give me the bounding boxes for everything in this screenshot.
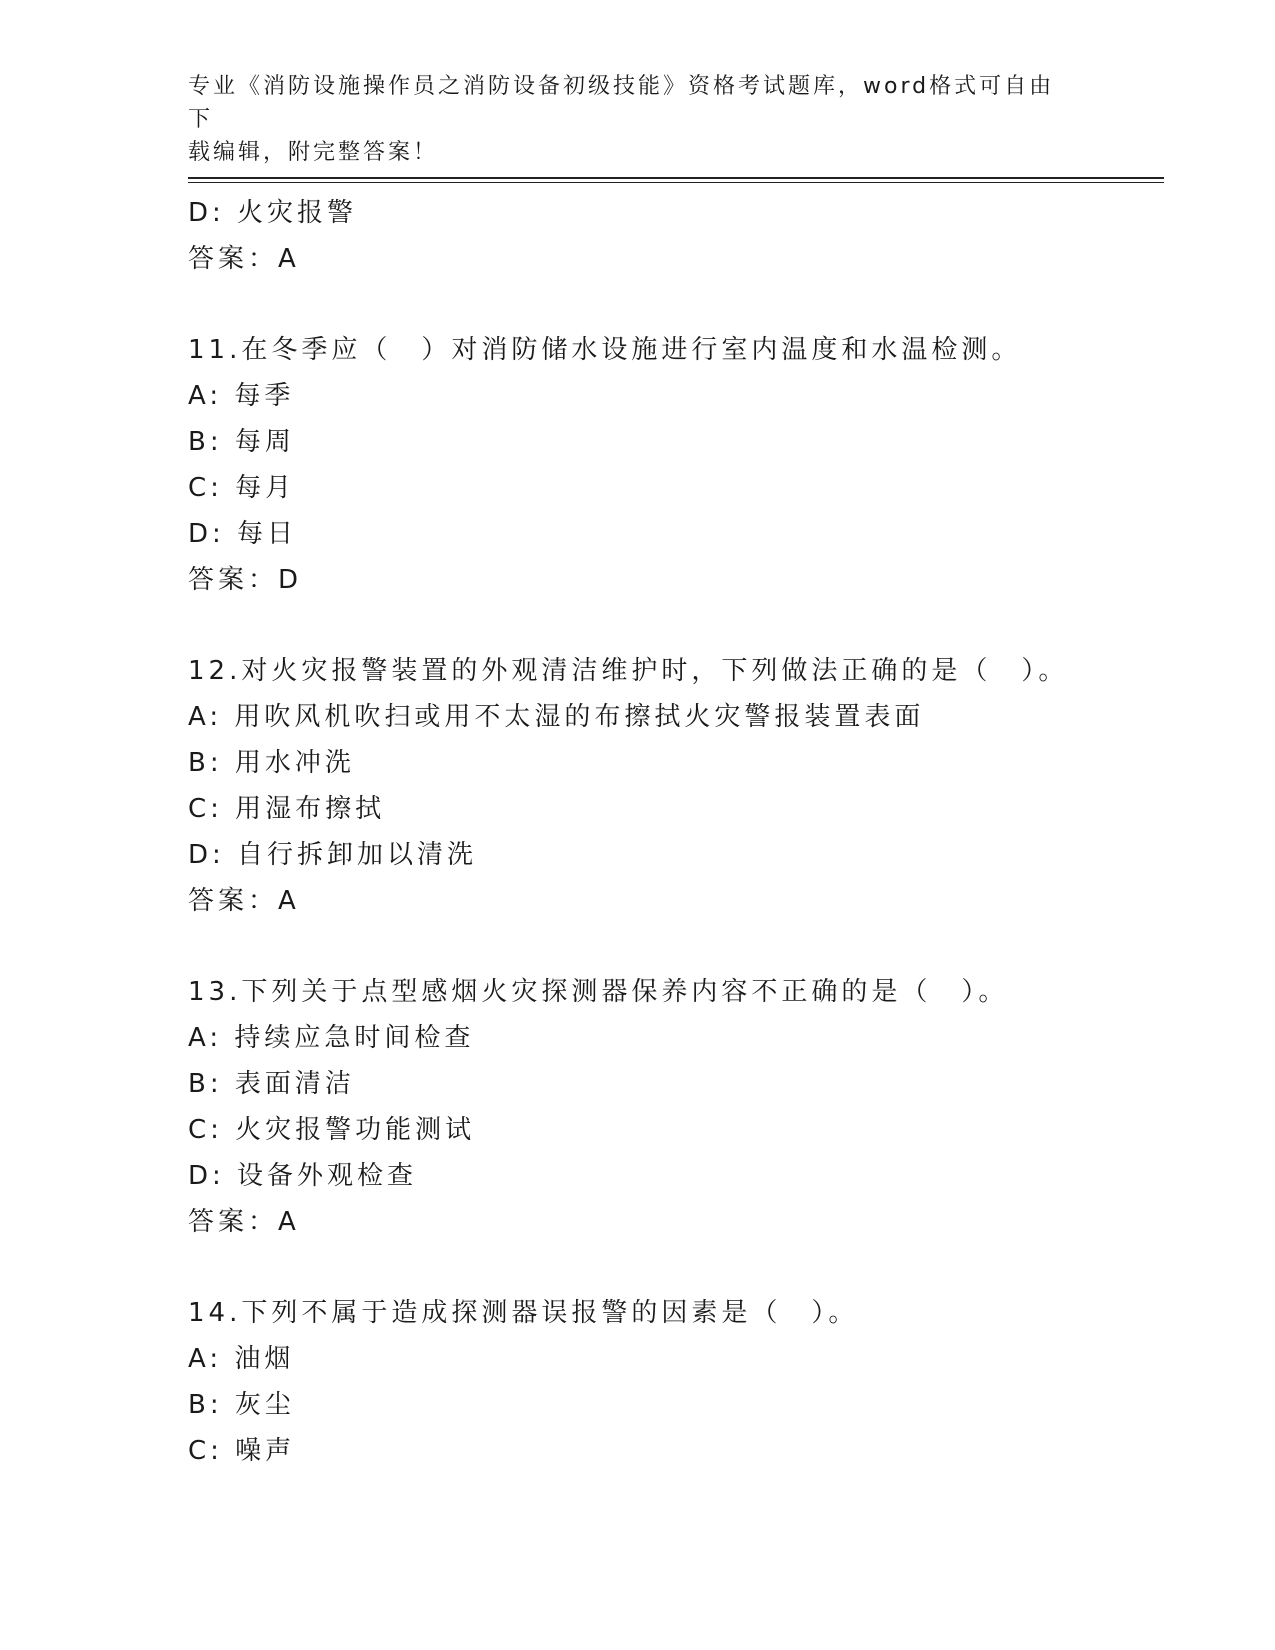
- carryover-block: [188, 190, 1168, 282]
- option-c: C: 用湿布擦拭: [188, 794, 386, 824]
- option-b: B: 每周: [188, 427, 295, 457]
- question-13: [188, 969, 1168, 1245]
- option-c: C: 每月: [188, 473, 296, 503]
- answer-line: 答案：A: [188, 244, 300, 274]
- question-stem: 13.下列关于点型感烟火灾探测器保养内容不正确的是（ ）。: [188, 977, 1009, 1007]
- option-a: A: 油烟: [188, 1344, 295, 1374]
- header-line-2: 载编辑，附完整答案！: [188, 140, 439, 165]
- header-divider-thick: [188, 177, 1164, 179]
- option-c: C: 火灾报警功能测试: [188, 1115, 476, 1145]
- option-b: B: 用水冲洗: [188, 748, 355, 778]
- answer-line: 答案：A: [188, 1207, 300, 1237]
- question-list: [188, 190, 1168, 1474]
- answer-line: 答案：D: [188, 565, 303, 595]
- answer-line: 答案：A: [188, 886, 300, 916]
- option-d: D: 每日: [188, 519, 298, 549]
- header-divider-thin: [188, 182, 1164, 183]
- option-d: D: 自行拆卸加以清洗: [188, 840, 478, 870]
- header-line-1: 专业《消防设施操作员之消防设备初级技能》资格考试题库，word格式可自由下: [188, 74, 1055, 132]
- option-d: D: 火灾报警: [188, 198, 358, 228]
- option-a: A: 用吹风机吹扫或用不太湿的布擦拭火灾警报装置表面: [188, 702, 925, 732]
- option-d: D: 设备外观检查: [188, 1161, 418, 1191]
- question-14: [188, 1290, 1168, 1474]
- question-12: [188, 648, 1168, 924]
- question-stem: 12.对火灾报警装置的外观清洁维护时，下列做法正确的是（ ）。: [188, 656, 1069, 686]
- option-a: A: 每季: [188, 381, 295, 411]
- question-11: [188, 327, 1168, 603]
- question-stem: 14.下列不属于造成探测器误报警的因素是（ ）。: [188, 1298, 859, 1328]
- option-a: A: 持续应急时间检查: [188, 1023, 475, 1053]
- document-header: [188, 70, 1068, 169]
- option-c: C: 噪声: [188, 1436, 296, 1466]
- option-b: B: 表面清洁: [188, 1069, 355, 1099]
- option-b: B: 灰尘: [188, 1390, 295, 1420]
- question-stem: 11.在冬季应（ ）对消防储水设施进行室内温度和水温检测。: [188, 335, 1022, 365]
